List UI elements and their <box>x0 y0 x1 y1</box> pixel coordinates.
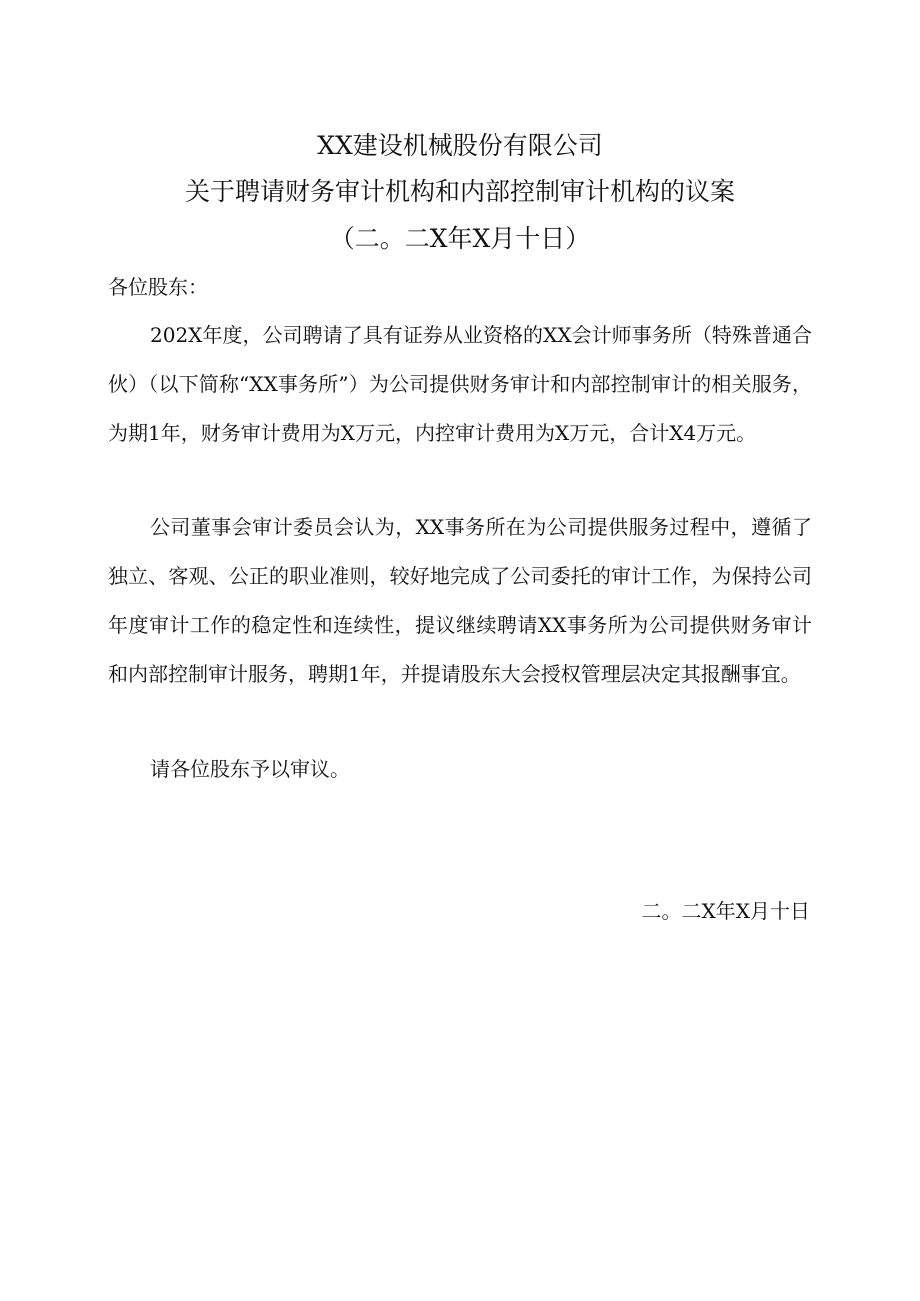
salutation: 各位股东： <box>108 275 208 299</box>
document-title-company: XX建设机械股份有限公司 <box>317 131 603 160</box>
body-paragraph: 202X年度，公司聘请了具有证券从业资格的XX会计师事务所（特殊普通合伙）（以下简称“XX事务所”）为公司提供财务审计和内部控制审计的相关服务，为期1年，财务审计费用为X万元，内控审计费用为X万元，合计X4万元。 <box>108 323 812 445</box>
document-title-subject: 关于聘请财务审计机构和内部控制审计机构的议案 <box>184 177 735 206</box>
body-paragraph: 公司董事会审计委员会认为，XX事务所在为公司提供服务过程中，遵循了独立、客观、公正的职业准则，较好地完成了公司委托的审计工作，为保持公司年度审计工作的稳定性和连续性，提议继续聘请XX事务所为公司提供财务审计和内部控制审计服务，聘期1年，并提请股东大会授权管理层决定其报酬事宜。 <box>108 515 812 686</box>
closing-request: 请各位股东予以审议。 <box>150 757 350 781</box>
closing-date: 二。二X年X月十日 <box>641 899 810 923</box>
document-title-date: （二。二X年X月十日） <box>329 224 591 253</box>
